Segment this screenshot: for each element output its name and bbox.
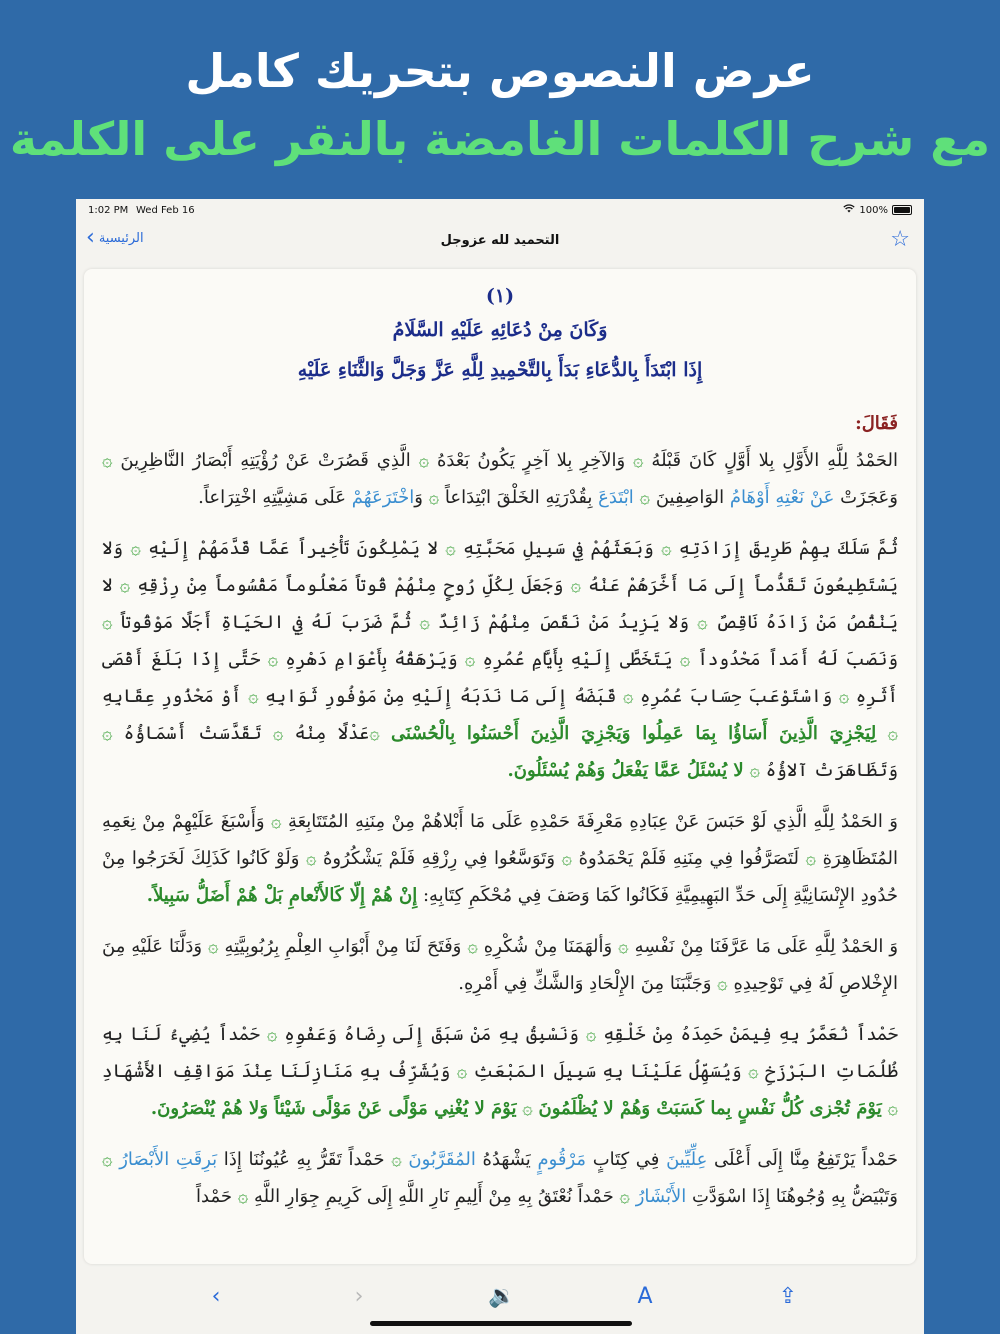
battery-icon [892, 205, 912, 215]
status-date: Wed Feb 16 [136, 205, 195, 216]
text-segment: وَنَسْبِقُ بِهِ مَنْ سَبَقَ إِلَى رِضَاهُ وَعَفْوِهِ [277, 1024, 586, 1045]
text-segment: وَفَتَحَ لَنَا مِنْ أَبْوَابِ العِلْمِ بِرُبُوبِيَّتِهِ [218, 936, 468, 957]
verse-separator-icon: ۞ [102, 723, 113, 744]
font-settings-button[interactable]: A [637, 1284, 653, 1309]
text-segment: لا يَمْلِكُونَ تَأْخِيراً عَمَّا قَدَّمَهُمْ إِلَيْهِ [140, 538, 446, 559]
verse-separator-icon: ۞ [270, 811, 282, 832]
heading-line-1: وَكَانَ مِنْ دُعَائِهِ عَلَيْهِ السَّلَامُ [392, 319, 608, 341]
verse-separator-icon: ۞ [805, 848, 817, 869]
back-label: الرئيسية [98, 230, 144, 246]
chapter-number: (١) [485, 285, 515, 307]
paragraph [102, 1016, 898, 1127]
glossary-word[interactable]: المُقَرَّبُونَ [408, 1149, 476, 1170]
verse-separator-icon: ۞ [561, 848, 573, 869]
text-segment: وَلَوْ كَانُوا كَذَلِكَ لَخَرَجُوا مِنْ حُدُودِ الإِنْسَانِيَّةِ إِلَى حَدِّ البَهِيمِيَّةِ فَكَانُوا كَمَا وَصَفَ فِي مُحْكَمِ كِتَابِهِ: [102, 848, 898, 906]
quran-quote: لِيَجْزِيَ الَّذِينَ أَسَاؤُا بِمَا عَمِلُوا وَيَجْزِيَ الَّذِينَ أَحْسَنُوا بِالْحُسْنَى [391, 723, 877, 744]
verse-separator-icon: ۞ [237, 1186, 249, 1207]
verse-separator-icon: ۞ [428, 487, 440, 508]
text-segment: وَ [414, 487, 429, 508]
text-segment: حَمْداً [196, 1186, 238, 1207]
verse-separator-icon: ۞ [661, 538, 672, 559]
text-content [102, 269, 898, 1229]
text-segment: حَتَّى إِذَا بَلَغَ أَقْصَى أَثَرِهِ [102, 649, 898, 707]
verse-separator-icon: ۞ [618, 936, 629, 957]
text-segment: وَنَصَبَ لَهُ أَمَداً مَحْدُوداً [690, 649, 898, 670]
text-segment: وَبَعَثَهُمْ فِي سَبِيلِ مَحَبَّتِهِ [455, 538, 662, 559]
text-segment: وَتَوَسَّعُوا فِي رِزْقِهِ فَلَمْ يَشْكُرُوهُ [316, 848, 562, 869]
verse-separator-icon: ۞ [887, 1098, 898, 1119]
text-segment: وَألهَمَنَا مِنْ شُكْرِهِ [477, 936, 619, 957]
verse-separator-icon: ۞ [570, 575, 582, 596]
share-button[interactable]: ⇪ [778, 1284, 798, 1309]
faqal-label: فَقَالَ: [855, 413, 898, 434]
paragraph [102, 928, 898, 1002]
text-segment [380, 723, 391, 744]
verse-separator-icon: ۞ [419, 612, 430, 633]
text-segment: وَدَلَّنَا عَلَيْهِ مِنَ الإِخْلاصِ لَهُ فِي تَوْحِيدِهِ [102, 936, 898, 994]
glossary-word[interactable]: عَنْ نَعْتِهِ أَوْهَامُ [729, 487, 835, 508]
chevron-left-icon: ‹ [86, 225, 95, 250]
glossary-word[interactable]: ابْتَدَعَ [598, 487, 634, 508]
text-segment: وَيَرْهَقُهُ بِأَعْوَامِ دَهْرِهِ [278, 649, 465, 670]
verse-separator-icon: ۞ [522, 1098, 533, 1119]
quran-quote: يَوْمَ لا يُغْنِي مَوْلًى عَنْ مَوْلًى شَيْئاً وَلا هُمْ يُنْصَرُونَ. [150, 1098, 517, 1119]
text-segment: وَعَجَزَتْ [834, 487, 898, 508]
text-segment: قَبَضَهُ إِلَى مَا نَدَبَهُ إِلَيْهِ مِنْ مَوْفُورِ ثَوَابِهِ [258, 686, 623, 707]
audio-button[interactable]: 🔉 [488, 1284, 516, 1309]
text-segment: وَيُشَرِّفُ بِهِ مَنَازِلَنَا عِنْدَ مَوَاقِفِ الأَشْهَادِ [102, 1061, 457, 1082]
text-segment: حَمْداً يَرْتَفِعُ مِنَّا إِلَى أَعْلَى [707, 1149, 898, 1170]
verse-separator-icon: ۞ [208, 936, 219, 957]
verse-separator-icon: ۞ [619, 1186, 630, 1207]
text-segment: تَقَدَّسَتْ أَسْمَاؤُهُ [112, 723, 273, 744]
text-segment: وَالآخِرِ بِلا آخِرٍ يَكُونُ بَعْدَهُ [429, 450, 634, 471]
text-segment: حَمْداً نُعَمَّرُ بِهِ فِيمَنْ حَمِدَهُ مِنْ خَلْقِهِ [596, 1024, 899, 1045]
text-segment: وَتَبْيَضُّ بِهِ وُجُوهُنَا إِذَا اسْوَدَّتِ [686, 1186, 898, 1207]
text-segment: عَدْلًا مِنْهُ [283, 723, 370, 744]
verse-separator-icon: ۞ [887, 723, 898, 744]
text-segment: ثُمَّ سَلَكَ بِهِمْ طَرِيقَ إِرَادَتِهِ [671, 538, 899, 559]
verse-separator-icon: ۞ [369, 723, 380, 744]
paragraph [102, 442, 898, 516]
next-page-button[interactable]: › [354, 1284, 364, 1309]
verse-separator-icon: ۞ [391, 1149, 402, 1170]
text-segment: ثُمَّ ضَرَبَ لَهُ فِي الحَيَاةِ أَجَلًا مَوْقُوتاً [112, 612, 420, 633]
status-right [843, 204, 912, 216]
verse-separator-icon: ۞ [456, 1061, 468, 1082]
verse-separator-icon: ۞ [418, 450, 430, 471]
verse-separator-icon: ۞ [467, 936, 478, 957]
text-segment: الحَمْدُ لِلَّهِ الأَوَّلِ بِلا أَوَّلٍ كَانَ قَبْلَهُ [643, 450, 898, 471]
text-segment: وَجَعَلَ لِكُلِّ رُوحٍ مِنْهُمْ قُوتاً مَعْلُوماً مَقْسُوماً مِنْ رِزْقِهِ [130, 575, 571, 596]
bottom-toolbar [76, 1274, 924, 1324]
verse-separator-icon: ۞ [272, 723, 284, 744]
quran-quote: إِنْ هُمْ إِلّا كَالأَنْعامِ بَلْ هُمْ أَضَلُّ سَبِيلاً. [146, 885, 418, 906]
verse-separator-icon: ۞ [749, 760, 760, 781]
nav-bar [76, 221, 924, 263]
text-segment: وَجَنَّبَنَا مِنَ الإِلْحَادِ وَالشَّكِّ فِي أَمْرِهِ. [458, 973, 718, 994]
verse-separator-icon: ۞ [679, 649, 691, 670]
text-segment: أَوْ مَحْذُورِ عِقَابِهِ [102, 686, 249, 707]
paragraph [102, 803, 898, 914]
heading-line-2: إِذَا ابْتَدَأَ بِالدُّعَاءِ بَدَأَ بِالتَّحْمِيدِ لِلَّهِ عَزَّ وَجَلَّ وَالثَّنَاءِ عَلَيْهِ [297, 359, 703, 381]
reading-page[interactable] [84, 269, 916, 1264]
verse-separator-icon: ۞ [102, 1149, 113, 1170]
verse-separator-icon: ۞ [248, 686, 259, 707]
verse-separator-icon: ۞ [585, 1024, 597, 1045]
glossary-word[interactable]: مَرْقُومٍ [537, 1149, 587, 1170]
text-segment: وَيُسَهِّلُ عَلَيْنَا بِهِ سَبِيلَ المَبْعَثِ [467, 1061, 749, 1082]
text-segment: وَتَظَاهَرَتْ آلاؤُهُ [759, 760, 898, 781]
verse-separator-icon: ۞ [102, 450, 113, 471]
text-segment: يَشْهَدُهُ [475, 1149, 538, 1170]
text-segment: وَلا يَزِيدُ مَنْ نَقَصَ مِنْهُمْ زَائِدٌ [429, 612, 698, 633]
verse-separator-icon: ۞ [639, 487, 651, 508]
glossary-word[interactable]: بَرِقَتِ الأَبْصَارُ [119, 1149, 218, 1170]
previous-page-button[interactable]: ‹ [211, 1284, 221, 1309]
text-segment: وَ الحَمْدُ لِلَّهِ عَلَى مَا عَرَّفَنَا مِنْ نَفْسِهِ [628, 936, 899, 957]
verse-separator-icon: ۞ [102, 612, 113, 633]
promo-line-1: عرض النصوص بتحريك كامل [185, 44, 815, 98]
promo-line-2: مع شرح الكلمات الغامضة بالنقر على الكلمة [9, 112, 991, 166]
verse-separator-icon: ۞ [633, 450, 644, 471]
text-segment: حَمْداً تَقَرُّ بِهِ عُيُونُنَا إِذَا [217, 1149, 392, 1170]
home-indicator [370, 1321, 632, 1326]
status-bar [76, 199, 924, 221]
text-segment: حَمْداً يُضِيءُ لَنَا بِهِ ظُلُمَاتِ البَرْزَخِ [102, 1024, 898, 1082]
text-segment: عَلَى مَشِيَّتِهِ اخْتِرَاعاً. [198, 487, 352, 508]
verse-separator-icon: ۞ [717, 973, 728, 994]
text-segment: وَ الحَمْدُ لِلَّهِ الَّذِي لَوْ حَبَسَ عَنْ عِبَادِهِ مَعْرِفَةَ حَمْدِهِ عَلَى مَا أَبْلاهُمْ مِنْ مِنَنِهِ المُتَتَابِعَةِ [281, 811, 898, 832]
verse-separator-icon: ۞ [697, 612, 708, 633]
verse-separator-icon: ۞ [748, 1061, 759, 1082]
battery-percent: 100% [859, 204, 888, 216]
glossary-word[interactable]: عِلِّيِّينَ [666, 1149, 708, 1170]
text-segment: يَتَخَطَّى إِلَيْهِ بِأَيَّامِ عُمُرِهِ [475, 649, 680, 670]
quran-quote: يَوْمَ تُجْزى كُلُّ نَفْسٍ بِما كَسَبَتْ وَهُمْ لا يُظْلَمُونَ [538, 1098, 882, 1119]
status-time: 1:02 PM [88, 205, 129, 216]
paragraph [102, 1141, 898, 1215]
glossary-word[interactable]: اخْتَرَعَهُمْ [351, 487, 415, 508]
verse-separator-icon: ۞ [119, 575, 131, 596]
text-segment [876, 723, 887, 744]
text-segment: بِقُدْرَتِهِ الخَلْقَ ابْتِدَاعاً [439, 487, 599, 508]
verse-separator-icon: ۞ [267, 649, 279, 670]
text-segment: وَأَسْبَغَ عَلَيْهِمْ مِنْ نِعَمِهِ المُتَظَاهِرَةِ [102, 811, 898, 869]
text-segment: وَلا يَسْتَطِيعُونَ تَقَدُّماً إِلَى مَا أَخَّرَهُمْ عَنْهُ [102, 538, 898, 596]
text-segment: فِي كِتَابٍ [586, 1149, 667, 1170]
wifi-icon [843, 204, 855, 216]
device-screen [76, 199, 924, 1334]
favorite-star-icon[interactable]: ☆ [890, 227, 910, 252]
quran-quote: لا يُسْئَلُ عَمَّا يَفْعَلُ وَهُمْ يُسْئَلُونَ. [507, 760, 744, 781]
verse-separator-icon: ۞ [838, 686, 850, 707]
page-title: التحميد لله عزوجل [440, 233, 560, 248]
verse-separator-icon: ۞ [464, 649, 476, 670]
text-segment: وَاسْتَوْعَبَ حِسَابَ عُمُرِهِ [633, 686, 839, 707]
text-segment: لا يَنْقُصُ مَنْ زَادَهُ نَاقِصٌ [102, 575, 898, 633]
verse-separator-icon: ۞ [305, 848, 317, 869]
text-segment: الوَاصِفِينَ [650, 487, 730, 508]
verse-separator-icon: ۞ [266, 1024, 278, 1045]
verse-separator-icon: ۞ [130, 538, 141, 559]
text-segment: الَّذِي قَصُرَتْ عَنْ رُؤْيَتِهِ أَبْصَارُ النَّاظِرِينَ [112, 450, 419, 471]
verse-separator-icon: ۞ [445, 538, 456, 559]
text-segment: حَمْداً نُعْتَقُ بِهِ مِنْ أَلِيمِ نَارِ اللَّهِ إِلَى كَرِيمِ جِوَارِ اللَّهِ [248, 1186, 620, 1207]
paragraph [102, 530, 898, 789]
text-segment: لَتَصَرَّفُوا فِي مِنَنِهِ فَلَمْ يَحْمَدُوهُ [572, 848, 806, 869]
verse-separator-icon: ۞ [622, 686, 634, 707]
glossary-word[interactable]: الأَبْشَارُ [635, 1186, 687, 1207]
